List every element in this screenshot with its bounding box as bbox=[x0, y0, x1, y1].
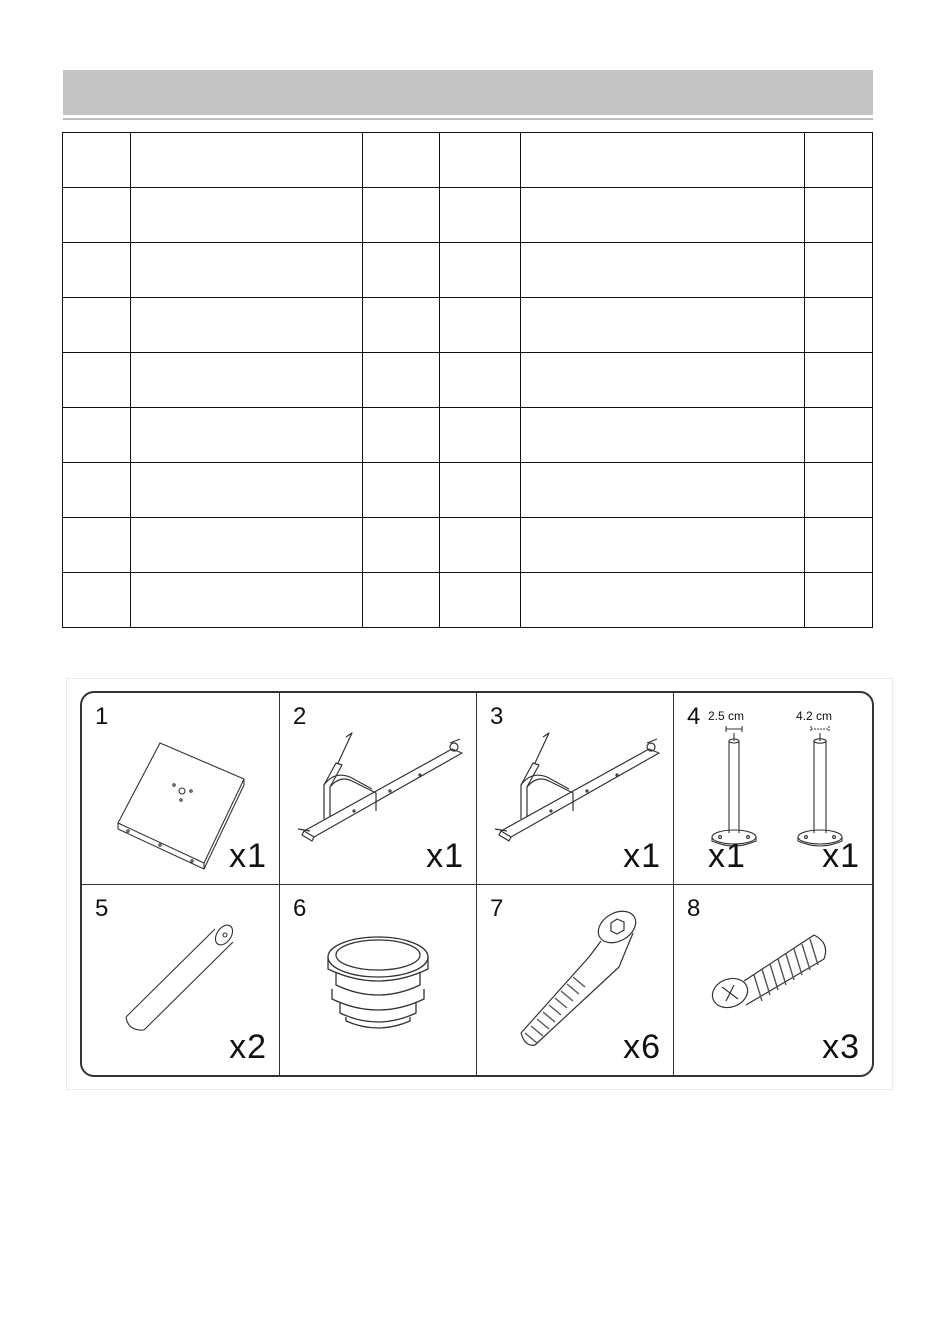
table-cell bbox=[131, 463, 363, 518]
part-cell-2 bbox=[280, 693, 477, 885]
part-cell-1 bbox=[82, 693, 280, 885]
table-cell bbox=[440, 518, 521, 573]
table-cell bbox=[63, 353, 131, 408]
table-cell bbox=[521, 518, 805, 573]
part-number: 2 bbox=[293, 703, 307, 730]
part-quantity: x1 bbox=[426, 837, 464, 875]
table-cell bbox=[63, 298, 131, 353]
table-cell bbox=[363, 188, 440, 243]
table-cell bbox=[805, 353, 873, 408]
part-cell-6 bbox=[280, 885, 477, 1075]
table-cell bbox=[363, 518, 440, 573]
table-row bbox=[63, 298, 873, 353]
table-cell bbox=[131, 353, 363, 408]
table-cell bbox=[805, 408, 873, 463]
table-cell bbox=[131, 243, 363, 298]
table-cell bbox=[521, 188, 805, 243]
header-divider bbox=[63, 118, 873, 120]
table-row bbox=[63, 188, 873, 243]
table-row bbox=[63, 518, 873, 573]
part-quantity-a: x1 bbox=[708, 837, 746, 875]
table-cell bbox=[63, 408, 131, 463]
table-cell bbox=[805, 573, 873, 628]
part-cell-5 bbox=[82, 885, 280, 1075]
part-quantity: x2 bbox=[229, 1028, 267, 1066]
table-cell bbox=[521, 573, 805, 628]
table-row bbox=[63, 463, 873, 518]
table-cell bbox=[363, 353, 440, 408]
table-cell bbox=[363, 133, 440, 188]
table-cell bbox=[63, 188, 131, 243]
table-cell bbox=[440, 298, 521, 353]
part-cell-3 bbox=[477, 693, 674, 885]
table-cell bbox=[440, 188, 521, 243]
table-cell bbox=[521, 243, 805, 298]
table-cell bbox=[63, 573, 131, 628]
table-cell bbox=[521, 408, 805, 463]
parts-list-table bbox=[62, 132, 873, 628]
table-cell bbox=[521, 353, 805, 408]
table-cell bbox=[805, 463, 873, 518]
table-row bbox=[63, 573, 873, 628]
end-cap-plug-icon bbox=[280, 885, 477, 1075]
table-cell bbox=[440, 408, 521, 463]
post-diameter-label-b: 4.2 cm bbox=[796, 709, 833, 723]
part-number: 3 bbox=[490, 703, 504, 730]
table-cell bbox=[63, 518, 131, 573]
table-cell bbox=[131, 573, 363, 628]
table-cell bbox=[440, 243, 521, 298]
table-cell bbox=[363, 243, 440, 298]
parts-grid bbox=[82, 693, 872, 1075]
table-cell bbox=[63, 243, 131, 298]
table-cell bbox=[131, 408, 363, 463]
table-cell bbox=[805, 133, 873, 188]
part-quantity: x3 bbox=[822, 1028, 860, 1066]
part-cell-7 bbox=[477, 885, 674, 1075]
part-number: 6 bbox=[293, 895, 307, 922]
table-cell bbox=[521, 463, 805, 518]
part-number: 8 bbox=[687, 895, 701, 922]
part-cell-8 bbox=[674, 885, 872, 1075]
table-cell bbox=[805, 243, 873, 298]
table-cell bbox=[131, 188, 363, 243]
table-cell bbox=[363, 298, 440, 353]
table-row bbox=[63, 408, 873, 463]
table-cell bbox=[440, 353, 521, 408]
table-cell bbox=[440, 573, 521, 628]
part-quantity: x1 bbox=[229, 837, 267, 875]
table-cell bbox=[363, 408, 440, 463]
table-cell bbox=[805, 298, 873, 353]
table-row bbox=[63, 133, 873, 188]
post-diameter-label-a: 2.5 cm bbox=[708, 709, 745, 723]
table-row bbox=[63, 243, 873, 298]
table-cell bbox=[521, 298, 805, 353]
part-number: 4 bbox=[687, 703, 701, 730]
table-cell bbox=[131, 298, 363, 353]
part-quantity-b: x1 bbox=[822, 837, 860, 875]
section-header-bar bbox=[63, 70, 873, 115]
part-quantity: x6 bbox=[623, 1028, 661, 1066]
table-cell bbox=[363, 573, 440, 628]
part-number: 5 bbox=[95, 895, 109, 922]
table-cell bbox=[521, 133, 805, 188]
table-cell bbox=[131, 133, 363, 188]
table-cell bbox=[63, 463, 131, 518]
table-cell bbox=[805, 188, 873, 243]
part-number: 1 bbox=[95, 703, 109, 730]
table-cell bbox=[440, 463, 521, 518]
part-cell-4 bbox=[674, 693, 872, 885]
table-cell bbox=[805, 518, 873, 573]
table-cell bbox=[363, 463, 440, 518]
table-row bbox=[63, 353, 873, 408]
part-number: 7 bbox=[490, 895, 504, 922]
parts-overview-panel bbox=[80, 691, 874, 1077]
table-cell bbox=[63, 133, 131, 188]
table-cell bbox=[440, 133, 521, 188]
table-cell bbox=[131, 518, 363, 573]
part-quantity: x1 bbox=[623, 837, 661, 875]
